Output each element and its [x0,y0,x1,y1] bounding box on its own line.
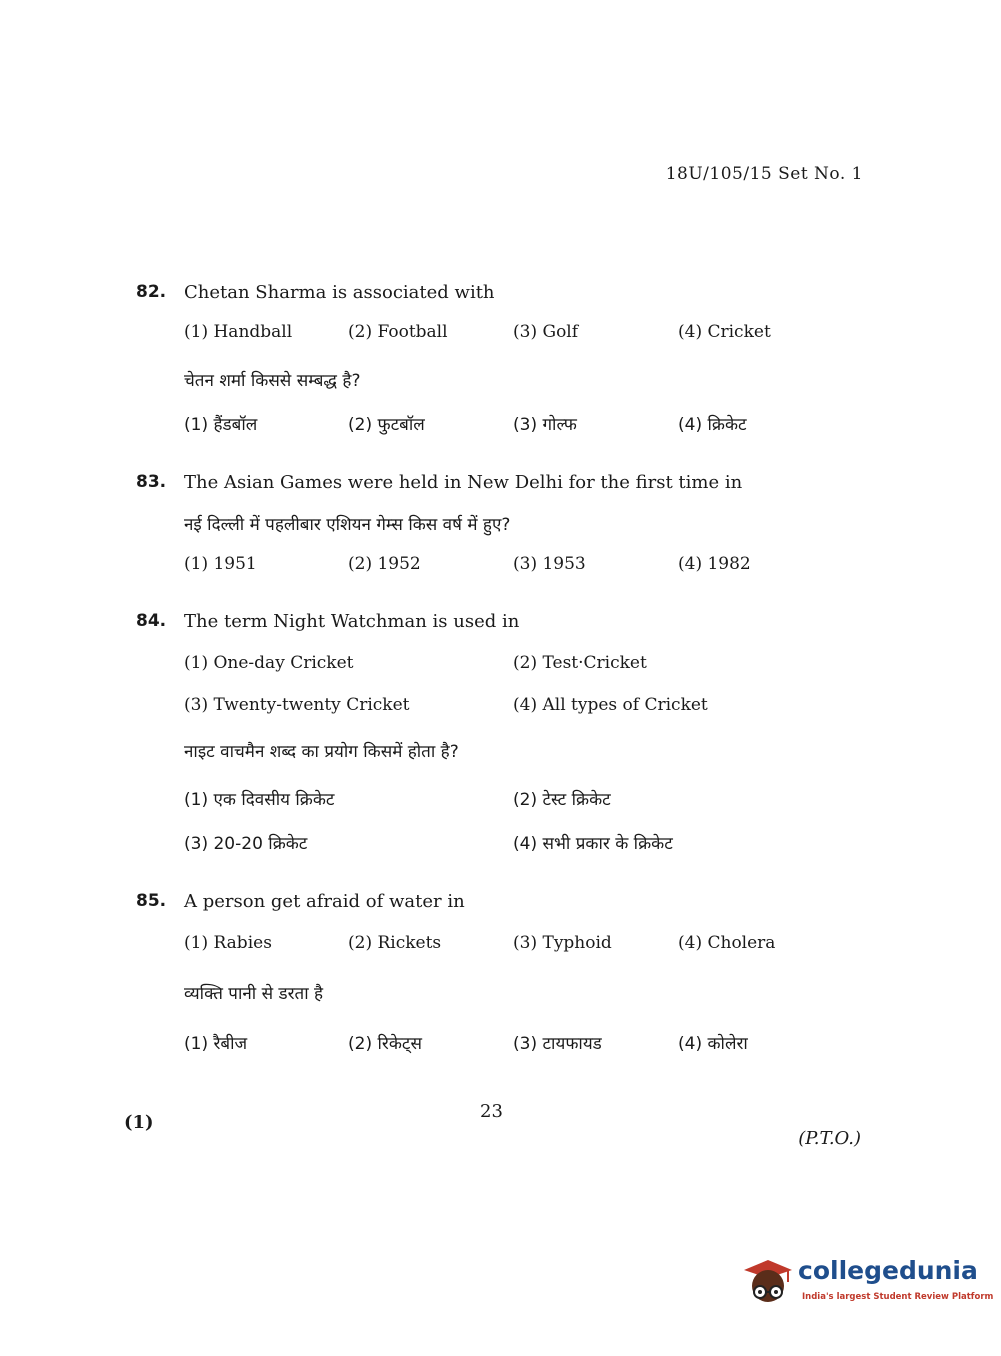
option-3: (3) Golf [513,322,579,342]
question-text-en: The term Night Watchman is used in [184,611,520,632]
option-2-hi: (2) टेस्ट क्रिकेट [513,790,611,810]
logo-name: collegedunia [798,1256,978,1285]
option-1: (1) One-day Cricket [184,653,354,673]
option-4: (4) 1982 [678,554,751,574]
option-2-hi: (2) रिकेट्स [348,1034,422,1054]
question-text-en: The Asian Games were held in New Delhi for the first time in [184,472,743,493]
question-85 [136,891,836,1061]
option-4: (4) All types of Cricket [513,695,708,715]
question-82 [136,282,836,442]
question-text-en: Chetan Sharma is associated with [184,282,495,303]
pto-label: (P.T.O.) [798,1128,861,1149]
option-1-hi: (1) एक दिवसीय क्रिकेट [184,790,335,810]
set-code: 18U/105/15 Set No. 1 [665,164,863,184]
option-3-hi: (3) टायफायड [513,1034,602,1054]
option-1: (1) Rabies [184,933,272,953]
question-83 [136,472,836,582]
question-number: 84. [136,611,167,631]
option-4-hi: (4) कोलेरा [678,1034,748,1054]
option-2-hi: (2) फुटबॉल [348,415,425,435]
collegedunia-logo [740,1250,994,1310]
option-4-hi: (4) क्रिकेट [678,415,747,435]
question-text-hi: नई दिल्ली में पहलीबार एशियन गेम्स किस वर्ष में हुए? [184,515,511,535]
option-4: (4) Cholera [678,933,776,953]
question-text-hi: व्यक्ति पानी से डरता है [184,984,324,1004]
option-1: (1) 1951 [184,554,257,574]
question-84 [136,611,836,856]
option-3-hi: (3) गोल्फ [513,415,577,435]
question-text-hi: चेतन शर्मा किससे सम्बद्ध है? [184,371,361,391]
question-text-en: A person get afraid of water in [184,891,465,912]
option-1-hi: (1) हैंडबॉल [184,415,258,435]
option-1-hi: (1) रैबीज [184,1034,248,1054]
logo-tagline: India's largest Student Review Platform [802,1292,994,1302]
option-2: (2) 1952 [348,554,421,574]
option-3: (3) Typhoid [513,933,612,953]
option-2: (2) Test·Cricket [513,653,647,673]
question-text-hi: नाइट वाचमैन शब्द का प्रयोग किसमें होता है? [184,742,459,762]
question-number: 83. [136,472,167,492]
option-2: (2) Football [348,322,448,342]
option-2: (2) Rickets [348,933,442,953]
mascot-icon [740,1252,796,1308]
question-number: 82. [136,282,167,302]
option-1: (1) Handball [184,322,293,342]
option-4-hi: (4) सभी प्रकार के क्रिकेट [513,834,673,854]
option-3-hi: (3) 20-20 क्रिकेट [184,834,308,854]
footer-set-marker: (1) [124,1112,154,1133]
page-number: 23 [480,1101,503,1122]
option-3: (3) 1953 [513,554,586,574]
question-number: 85. [136,891,167,911]
option-4: (4) Cricket [678,322,771,342]
option-3: (3) Twenty-twenty Cricket [184,695,410,715]
